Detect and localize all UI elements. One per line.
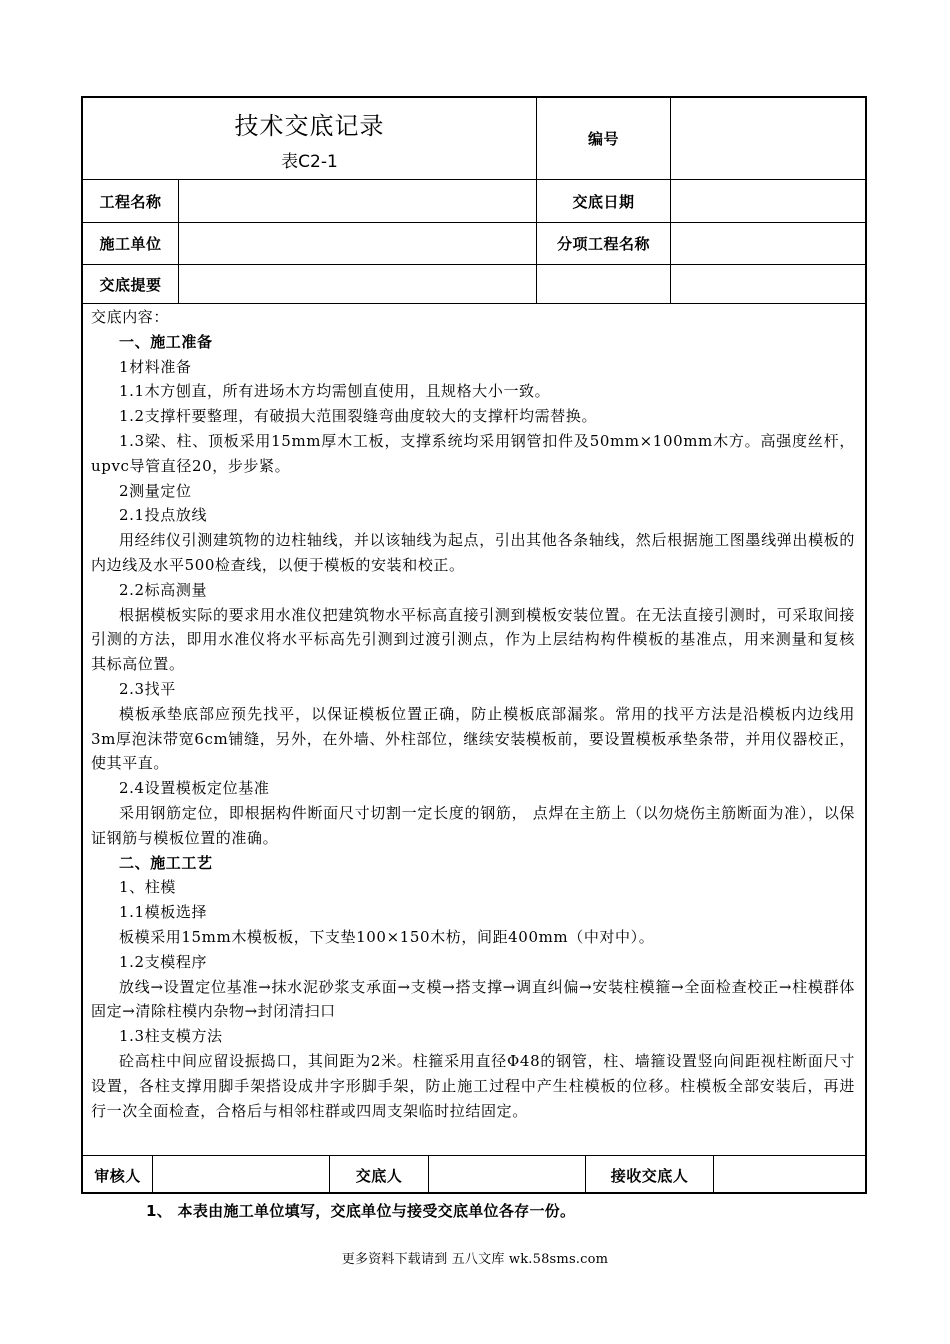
subsection-heading: 2.2标高测量 xyxy=(119,580,208,599)
presenter-label: 交底人 xyxy=(355,1166,403,1185)
number-field[interactable] xyxy=(671,98,867,179)
receiver-label: 接收交底人 xyxy=(610,1166,689,1185)
unit-field[interactable] xyxy=(179,223,536,264)
content-paragraph: 采用钢筋定位，即根据构件断面尺寸切割一定长度的钢筋， 点焊在主筋上（以勿烧伤主筋断面为准），以保证钢筋与模板位置的准确。 xyxy=(91,803,855,847)
content-paragraph: 1.3梁、柱、顶板采用15mm厚木工板，支撑系统均采用钢管扣件及50mm×100mm木方。高强度丝杆，upvc导管直径20，步步紧。 xyxy=(91,431,855,475)
receiver-field[interactable] xyxy=(714,1156,867,1194)
unit-label: 施工单位 xyxy=(99,235,162,253)
subproject-field[interactable] xyxy=(671,223,867,264)
summary-label: 交底提要 xyxy=(99,275,162,294)
subsection-heading: 1、柱模 xyxy=(119,878,176,897)
content-paragraph: 砼高柱中间应留设振捣口，其间距为2米。柱箍采用直径Φ48的钢管，柱、墙箍设置竖向间距视柱断面尺寸设置，各柱支撑用脚手架搭设成井字形脚手架，防止施工过程中产生柱模板的位移。柱模板全部安装后，再进行一次全面检查，合格后与相邻柱群或四周支架临时拉结固定。 xyxy=(91,1051,855,1120)
subsection-heading: 1.2支模程序 xyxy=(119,952,208,971)
subsection-heading: 2.4设置模板定位基准 xyxy=(119,779,270,798)
project-name-field[interactable] xyxy=(179,180,536,222)
subsection-heading: 2.1投点放线 xyxy=(119,506,208,525)
subsection-heading: 1.1模板选择 xyxy=(119,903,208,922)
content-body xyxy=(91,305,855,1123)
form-title: 技术交底记录 xyxy=(234,111,385,140)
download-footer: 更多资料下载请到 五八文库 wk.58sms.com xyxy=(341,1252,609,1267)
subproject-label: 分项工程名称 xyxy=(556,235,650,253)
subsection-heading: 2.3找平 xyxy=(119,679,176,698)
project-name-label: 工程名称 xyxy=(99,192,162,211)
content-paragraph: 模板承垫底部应预先找平，以保证模板位置正确，防止模板底部漏浆。常用的找平方法是沿模板内边线用3m厚泡沫带宽6cm铺缝，另外，在外墙、外柱部位，继续安装模板前，要设置模板承垫条带，并用仪器校正，使其平直。 xyxy=(91,704,855,773)
record-form xyxy=(81,96,867,1194)
subsection-heading: 2测量定位 xyxy=(119,481,192,500)
content-paragraph: 1.2支撑杆要整理，有破损大范围裂缝弯曲度较大的支撑杆均需替换。 xyxy=(119,407,598,426)
date-label: 交底日期 xyxy=(572,192,635,211)
content-paragraph: 板模采用15mm木模板板，下支垫100×150木枋，间距400mm（中对中）。 xyxy=(119,927,655,946)
subsection-heading: 1材料准备 xyxy=(119,357,192,376)
row-divider xyxy=(83,303,865,304)
content-heading: 交底内容： xyxy=(91,308,170,326)
presenter-field[interactable] xyxy=(429,1156,585,1194)
content-paragraph: 1.1木方刨直，所有进场木方均需刨直使用，且规格大小一致。 xyxy=(119,382,551,401)
date-field[interactable] xyxy=(671,180,867,222)
number-label: 编号 xyxy=(587,130,619,148)
subsection-heading: 1.3柱支模方法 xyxy=(119,1027,223,1046)
content-paragraph: 根据模板实际的要求用水准仪把建筑物水平标高直接引测到模板安装位置。在无法直接引测时，可采取间接引测的方法，即用水准仪将水平标高先引测到过渡引测点，作为上层结构构件模板的基准点，用来测量和复核其标高位置。 xyxy=(91,605,855,674)
summary-field[interactable] xyxy=(179,265,867,303)
section-heading: 一、施工准备 xyxy=(119,332,213,351)
content-paragraph: 用经纬仪引测建筑物的边柱轴线，并以该轴线为起点，引出其他各条轴线，然后根据施工图墨线弹出模板的内边线及水平500检查线，以便于模板的安装和校正。 xyxy=(91,531,855,574)
title-block xyxy=(83,98,536,179)
section-heading: 二、施工工艺 xyxy=(119,853,213,872)
content-paragraph: 放线→设置定位基准→抹水泥砂浆支承面→支模→搭支撑→调直纠偏→安装柱模箍→全面检查校正→柱模群体固定→清除柱模内杂物→封闭清扫口 xyxy=(91,977,855,1021)
reviewer-field[interactable] xyxy=(153,1156,329,1194)
form-note: 1、 本表由施工单位填写，交底单位与接受交底单位各存一份。 xyxy=(146,1202,576,1220)
form-code: 表C2-1 xyxy=(281,151,338,172)
reviewer-label: 审核人 xyxy=(94,1166,141,1185)
